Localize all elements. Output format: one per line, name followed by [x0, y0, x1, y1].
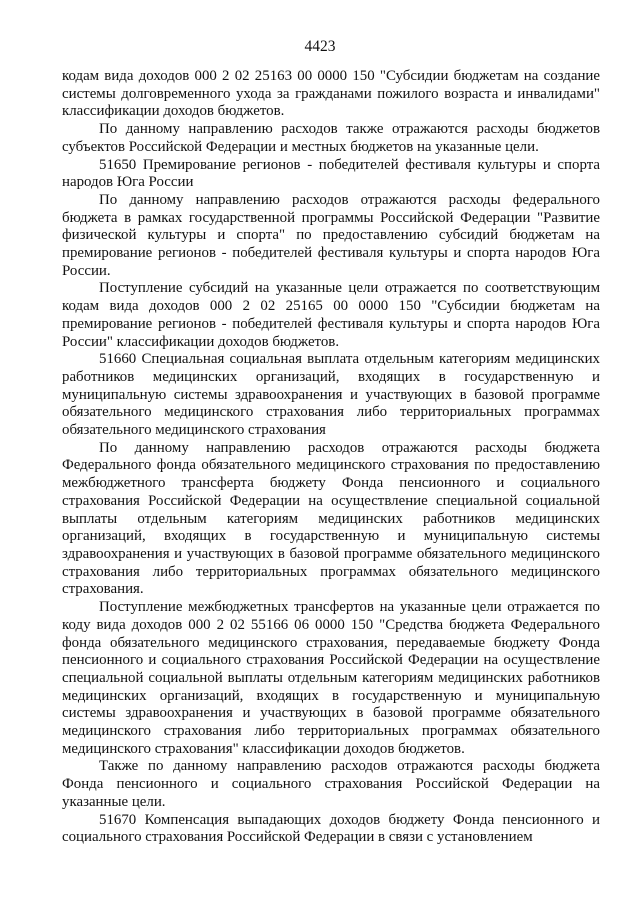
- paragraph: кодам вида доходов 000 2 02 25163 00 0000 150 "Субсидии бюджетам на создание системы долговременного ухода за гражданами пожилого возраста и инвалидами" классификации доходов бюджетов.: [62, 68, 600, 120]
- section-heading: 51650 Премирование регионов - победителей фестиваля культуры и спорта народов Юга России: [62, 156, 600, 191]
- paragraph: Поступление субсидий на указанные цели отражается по соответствующим кодам вида доходов 000 2 02 25165 00 0000 150 "Субсидии бюджетам на премирование регионов - победителей фестиваля культуры и спорта народов Юга России" классификации доходов бюджетов.: [62, 280, 600, 350]
- page-number: 4423: [304, 38, 336, 55]
- paragraph: Поступление межбюджетных трансфертов на указанные цели отражается по коду вида доходов 000 2 02 55166 06 0000 150 "Средства бюджета Федерального фонда обязательного медицинского страхования, передаваемые бюджету Фонда пенсионного и социального страхования Российской Федерации на осуществление специальной социальной выплаты отдельным категориям медицинских работников медицинских организаций, входящих в государственную и муниципальную системы здравоохранения и участвующих в базовой программе обязательного медицинского страхования либо территориальных программах обязательного медицинского страхования" классификации доходов бюджетов.: [62, 599, 600, 757]
- section-heading: 51660 Специальная социальная выплата отдельным категориям медицинских работников медицинских организаций, входящих в государственную и муниципальную системы здравоохранения и участвующих в базовой программе обязательного медицинского страхования либо территориальных программах обязательного медицинского страхования: [62, 351, 600, 439]
- paragraph: По данному направлению расходов также отражаются расходы бюджетов субъектов Российской Федерации и местных бюджетов на указанные цели.: [62, 121, 600, 155]
- paragraph: По данному направлению расходов отражаются расходы федерального бюджета в рамках государственной программы Российской Федерации "Развитие физической культуры и спорта" по предоставлению субсидий бюджетам на премирование регионов - победителей фестиваля культуры и спорта народов Юга России.: [62, 191, 600, 279]
- document-body: [62, 68, 600, 847]
- paragraph: По данному направлению расходов отражаются расходы бюджета Федерального фонда обязательного медицинского страхования по предоставлению межбюджетного трансферта бюджету Фонда пенсионного и социального страхования Российской Федерации на осуществление специальной социальной выплаты отдельным категориям медицинских работников медицинских организаций, входящих в государственную и муниципальную системы здравоохранения и участвующих в базовой программе обязательного медицинского страхования либо территориальных программах обязательного медицинского страхования.: [62, 439, 600, 598]
- paragraph: Также по данному направлению расходов отражаются расходы бюджета Фонда пенсионного и социального страхования Российской Федерации на указанные цели.: [62, 758, 600, 810]
- section-heading: 51670 Компенсация выпадающих доходов бюджету Фонда пенсионного и социального страхования Российской Федерации в связи с установлением: [62, 811, 600, 846]
